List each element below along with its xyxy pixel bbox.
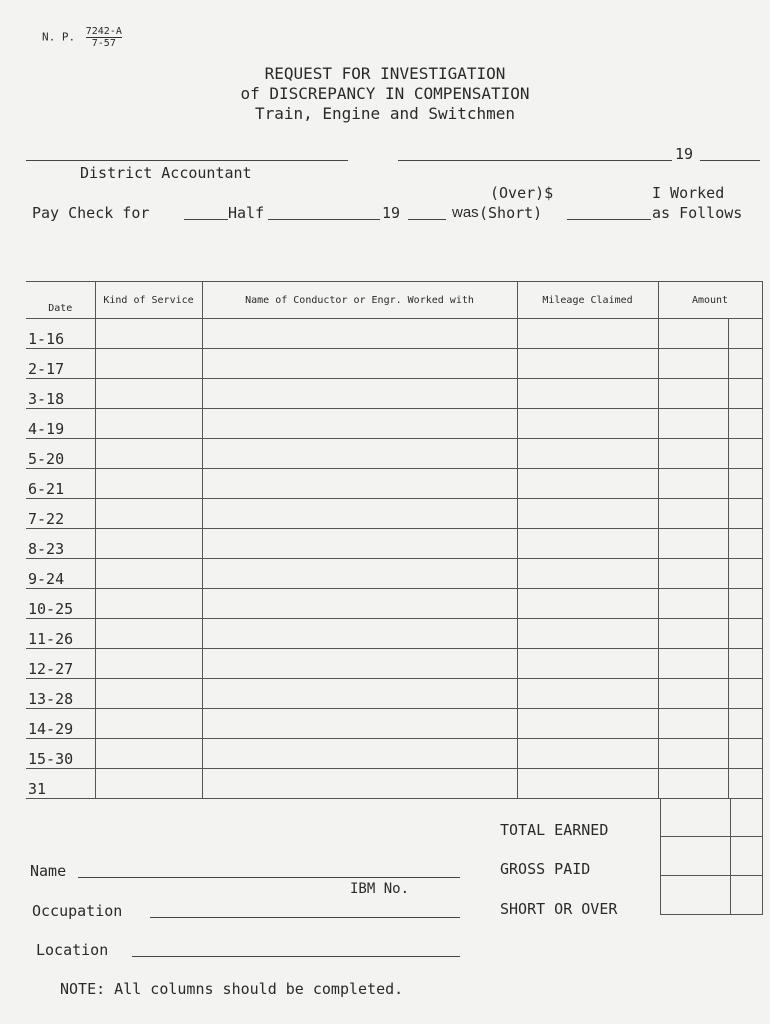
date-cell: 9-24	[26, 559, 95, 589]
kind-of-service-cell[interactable]	[95, 379, 202, 409]
kind-of-service-cell[interactable]	[95, 589, 202, 619]
date-cell: 5-20	[26, 439, 95, 469]
year-mid-label: 19	[382, 204, 401, 222]
date-cell: 13-28	[26, 679, 95, 709]
conductor-cell[interactable]	[202, 709, 517, 739]
gross-paid-label: GROSS PAID	[500, 860, 591, 878]
mileage-cell[interactable]	[517, 739, 658, 769]
gross-paid-box[interactable]	[660, 837, 763, 876]
amount-cell[interactable]	[658, 739, 762, 769]
ibm-no-label: IBM No.	[350, 881, 410, 897]
date-cell: 10-25	[26, 589, 95, 619]
kind-of-service-cell[interactable]	[95, 409, 202, 439]
half-label: Half	[228, 204, 265, 222]
mileage-cell[interactable]	[517, 589, 658, 619]
date-cell: 31	[26, 769, 95, 799]
conductor-cell[interactable]	[202, 739, 517, 769]
kind-of-service-cell[interactable]	[95, 619, 202, 649]
short-or-over-box[interactable]	[660, 876, 763, 915]
kind-of-service-cell[interactable]	[95, 649, 202, 679]
table-row	[26, 529, 762, 559]
kind-of-service-cell[interactable]	[95, 319, 202, 349]
mileage-cell[interactable]	[517, 499, 658, 529]
conductor-cell[interactable]	[202, 649, 517, 679]
form-prefix: N. P.	[42, 30, 76, 44]
form-title-line-3: Train, Engine and Switchmen	[254, 104, 516, 123]
occupation-label: Occupation	[32, 902, 123, 920]
amount-cell[interactable]	[658, 469, 762, 499]
kind-of-service-cell[interactable]	[95, 499, 202, 529]
amount-cell[interactable]	[658, 679, 762, 709]
form-code	[42, 26, 122, 49]
column-header-date: Date	[26, 282, 95, 319]
date-cell: 15-30	[26, 739, 95, 769]
mileage-cell[interactable]	[517, 709, 658, 739]
date-line[interactable]	[398, 160, 672, 161]
table-row	[26, 439, 762, 469]
table-row	[26, 709, 762, 739]
column-header-kind-of-service: Kind of Service	[95, 282, 202, 319]
mileage-cell[interactable]	[517, 439, 658, 469]
total-earned-box[interactable]	[660, 798, 763, 837]
kind-of-service-cell[interactable]	[95, 559, 202, 589]
pay-check-label: Pay Check for	[32, 204, 150, 222]
conductor-cell[interactable]	[202, 769, 517, 799]
amount-cell[interactable]	[658, 649, 762, 679]
conductor-cell[interactable]	[202, 589, 517, 619]
mileage-cell[interactable]	[517, 559, 658, 589]
mileage-cell[interactable]	[517, 319, 658, 349]
amount-line[interactable]	[567, 219, 651, 220]
conductor-cell[interactable]	[202, 319, 517, 349]
table-row	[26, 649, 762, 679]
amount-cell[interactable]	[658, 349, 762, 379]
form-date: 7-57	[91, 38, 116, 49]
column-header-conductor: Name of Conductor or Engr. Worked with	[202, 282, 517, 319]
mileage-cell[interactable]	[517, 679, 658, 709]
mileage-cell[interactable]	[517, 649, 658, 679]
date-cell: 1-16	[26, 319, 95, 349]
conductor-cell[interactable]	[202, 529, 517, 559]
occupation-line[interactable]	[150, 917, 460, 918]
table-row	[26, 499, 762, 529]
table-row	[26, 739, 762, 769]
table-row	[26, 559, 762, 589]
form-number-fraction	[86, 26, 122, 49]
date-cell: 11-26	[26, 619, 95, 649]
conductor-cell[interactable]	[202, 469, 517, 499]
table-row	[26, 469, 762, 499]
mileage-cell[interactable]	[517, 619, 658, 649]
date-cell: 7-22	[26, 499, 95, 529]
mileage-cell[interactable]	[517, 349, 658, 379]
short-label: (Short)	[479, 204, 543, 222]
kind-of-service-cell[interactable]	[95, 469, 202, 499]
pay-check-blank-line[interactable]	[184, 219, 228, 220]
date-cell: 3-18	[26, 379, 95, 409]
conductor-cell[interactable]	[202, 439, 517, 469]
date-cell: 12-27	[26, 649, 95, 679]
amount-cell[interactable]	[658, 529, 762, 559]
mileage-cell[interactable]	[517, 529, 658, 559]
district-accountant-label: District Accountant	[80, 164, 252, 182]
location-line[interactable]	[132, 956, 460, 957]
table-row	[26, 589, 762, 619]
column-header-mileage: Mileage Claimed	[517, 282, 658, 319]
mileage-cell[interactable]	[517, 769, 658, 799]
date-cell: 2-17	[26, 349, 95, 379]
table-row	[26, 409, 762, 439]
i-worked-label: I Worked	[652, 184, 725, 202]
amount-cell[interactable]	[658, 379, 762, 409]
date-cell: 8-23	[26, 529, 95, 559]
table-row	[26, 379, 762, 409]
short-or-over-label: SHORT OR OVER	[500, 900, 618, 918]
conductor-cell[interactable]	[202, 559, 517, 589]
year-prefix: 19	[675, 145, 694, 163]
kind-of-service-cell[interactable]	[95, 679, 202, 709]
was-label: was	[452, 204, 479, 221]
note-text: NOTE: All columns should be completed.	[60, 980, 404, 998]
conductor-cell[interactable]	[202, 409, 517, 439]
kind-of-service-cell[interactable]	[95, 529, 202, 559]
conductor-cell[interactable]	[202, 499, 517, 529]
conductor-cell[interactable]	[202, 619, 517, 649]
table-row	[26, 349, 762, 379]
as-follows-label: as Follows	[652, 204, 743, 222]
form-title-line-1: REQUEST FOR INVESTIGATION	[264, 64, 506, 83]
amount-cell[interactable]	[658, 439, 762, 469]
table-header-row	[26, 282, 762, 319]
location-label: Location	[36, 941, 109, 959]
amount-cell[interactable]	[658, 589, 762, 619]
table-row	[26, 769, 762, 799]
amount-cell[interactable]	[658, 709, 762, 739]
name-label: Name	[30, 862, 67, 880]
name-line[interactable]	[78, 877, 460, 878]
district-accountant-line[interactable]	[26, 160, 348, 161]
amount-cell[interactable]	[658, 319, 762, 349]
amount-cell[interactable]	[658, 769, 762, 799]
kind-of-service-cell[interactable]	[95, 349, 202, 379]
mileage-cell[interactable]	[517, 469, 658, 499]
date-cell: 4-19	[26, 409, 95, 439]
amount-cell[interactable]	[658, 619, 762, 649]
amount-cell[interactable]	[658, 499, 762, 529]
amount-cell[interactable]	[658, 559, 762, 589]
table-row	[26, 679, 762, 709]
form-number: 7242-A	[85, 26, 122, 37]
mileage-cell[interactable]	[517, 379, 658, 409]
year-line[interactable]	[700, 160, 760, 161]
conductor-cell[interactable]	[202, 679, 517, 709]
mileage-cell[interactable]	[517, 409, 658, 439]
date-cell: 14-29	[26, 709, 95, 739]
kind-of-service-cell[interactable]	[95, 709, 202, 739]
discrepancy-table	[26, 281, 763, 799]
total-earned-label: TOTAL EARNED	[500, 821, 609, 839]
year-mid-line[interactable]	[408, 219, 446, 220]
table-row	[26, 319, 762, 349]
kind-of-service-cell[interactable]	[95, 439, 202, 469]
date-cell: 6-21	[26, 469, 95, 499]
over-label: (Over)$	[490, 184, 554, 202]
kind-of-service-cell[interactable]	[95, 739, 202, 769]
table-row	[26, 619, 762, 649]
column-header-amount: Amount	[658, 282, 762, 319]
amount-cell[interactable]	[658, 409, 762, 439]
kind-of-service-cell[interactable]	[95, 769, 202, 799]
half-line[interactable]	[268, 219, 380, 220]
conductor-cell[interactable]	[202, 379, 517, 409]
form-title-line-2: of DISCREPANCY IN COMPENSATION	[240, 84, 530, 103]
conductor-cell[interactable]	[202, 349, 517, 379]
